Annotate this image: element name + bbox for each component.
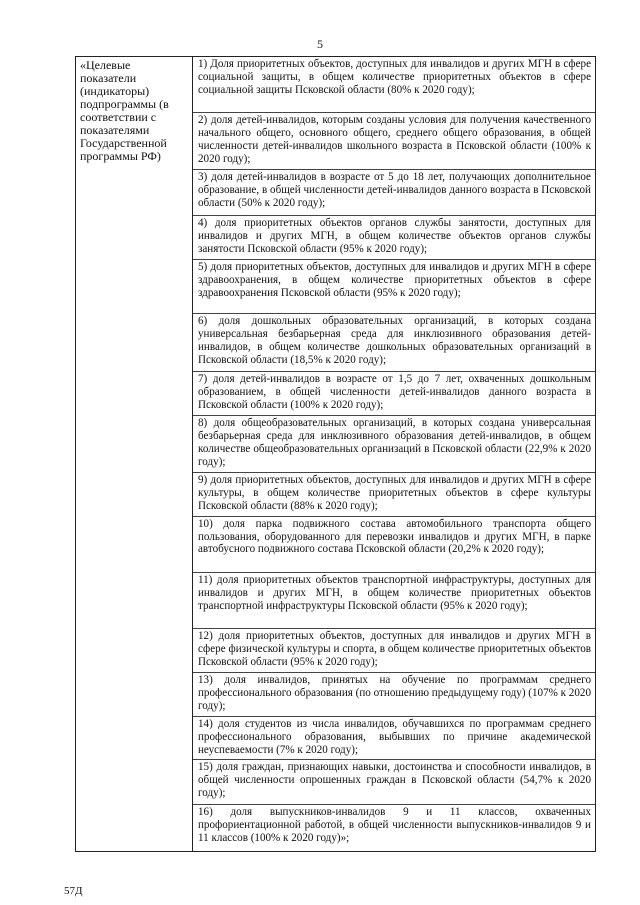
indicator-item: 2) доля детей-инвалидов, которым созданы условия для получения качественного начального общего, основного общего, среднего общего образования, в общей численности детей-инвалидов школьного возраста в Псковской области (100% к 2020 году);	[193, 113, 595, 170]
indicator-item: 7) доля детей-инвалидов в возрасте от 1,5 до 7 лет, охваченных дошкольным образованием, в общей численности детей-инвалидов данного возраста в Псковской области (100% к 2020 году);	[193, 372, 595, 416]
indicator-item: 14) доля студентов из числа инвалидов, обучавшихся по программам среднего профессионального образования, выбывших по причине академической неуспеваемости (7% к 2020 году);	[193, 717, 595, 760]
indicator-item: 16) доля выпускников-инвалидов 9 и 11 классов, охваченных профориентационной работой, в общей численности выпускников-инвалидов 9 и 11 классов (100% к 2020 году)»;	[198, 805, 591, 844]
indicator-item: 11) доля приоритетных объектов транспортной инфраструктуры, доступных для инвалидов и других МГН, в общем количестве приоритетных объектов транспортной инфраструктуры Псковской области (95% к 2020 году);	[193, 573, 595, 629]
indicator-item: 3) доля детей-инвалидов в возрасте от 5 до 18 лет, получающих дополнительное образование, в общей численности детей-инвалидов данного возраста в Псковской области (50% к 2020 году);	[193, 170, 595, 216]
indicators-table	[75, 56, 596, 852]
indicator-item: 15) доля граждан, признающих навыки, достоинства и способности инвалидов, в общей численности опрошенных граждан в Псковской области (54,7% к 2020 году);	[193, 760, 595, 804]
indicator-item: 13) доля инвалидов, принятых на обучение по программам среднего профессионального образования (по отношению предыдущему году) (107% к 2020 году);	[193, 673, 595, 717]
table-right-cell	[193, 57, 595, 851]
footer-code: 57Д	[64, 885, 83, 897]
indicator-item: 4) доля приоритетных объектов органов службы занятости, доступных для инвалидов и других МГН, в общем количестве объектов органов службы занятости Псковской области (95% к 2020 году);	[193, 216, 595, 260]
indicator-item: 5) доля приоритетных объектов, доступных для инвалидов и других МГН в сфере здравоохранения, в общем количестве приоритетных объектов в сфере здравоохранения Псковской области (95% к 2020 году);	[193, 260, 595, 314]
indicator-item: 12) доля приоритетных объектов, доступных для инвалидов и других МГН в сфере физической культуры и спорта, в общем количестве приоритетных объектов Псковской области (95% к 2020 году);	[193, 629, 595, 672]
indicator-item: 6) доля дошкольных образовательных организаций, в которых создана универсальная безбарьерная среда для инклюзивного образования детей-инвалидов, в общем количестве дошкольных образовательных организаций в Псковской области (18,5% к 2020 году);	[193, 314, 595, 372]
indicator-item: 1) Доля приоритетных объектов, доступных для инвалидов и других МГН в сфере социальной защиты, в общем количестве приоритетных объектов в сфере социальной защиты Псковской области (80% к 2020 году);	[193, 57, 595, 113]
indicator-item: 8) доля общеобразовательных организаций, в которых создана универсальная безбарьерная среда для инклюзивного образования детей-инвалидов, в общем количестве общеобразовательных организаций в Псковской области (22,9% к 2020 году);	[193, 416, 595, 473]
table-left-cell: «Целевые показатели (индикаторы) подпрограммы (в соответствии с показателями Государственной программы РФ)	[76, 57, 193, 851]
page-number: 5	[317, 37, 323, 51]
indicator-item: 9) доля приоритетных объектов, доступных для инвалидов и других МГН в сфере культуры, в общем количестве приоритетных объектов в сфере культуры Псковской области (88% к 2020 году);	[193, 473, 595, 516]
indicator-item: 10) доля парка подвижного состава автомобильного транспорта общего пользования, оборудованного для перевозки инвалидов и других МГН, в парке автобусного подвижного состава Псковской области (20,2% к 2020 году);	[193, 517, 595, 574]
